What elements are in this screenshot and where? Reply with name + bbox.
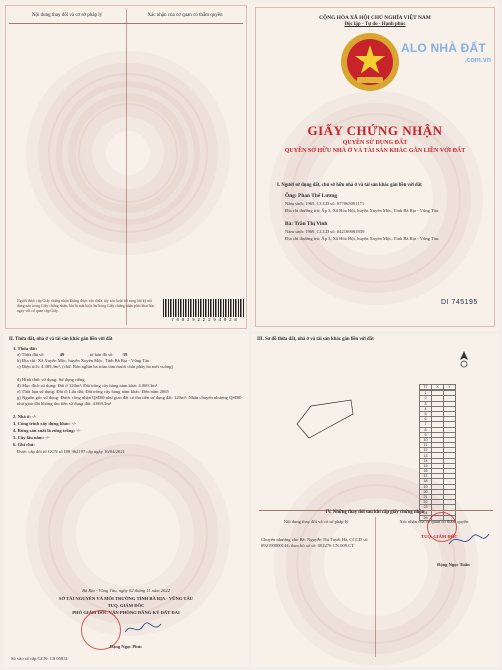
coordinate-index: 5	[420, 411, 432, 416]
coordinate-index: 19	[420, 484, 432, 489]
owner1-name: Ông: Phan Thế Lương	[285, 193, 338, 199]
forest-line: 4. Rừng sản xuất là rừng trồng: -/-	[13, 428, 81, 433]
watermark-domain: .com.vn	[464, 57, 491, 64]
serial-number: DI 745195	[441, 299, 478, 306]
national-title: CỘNG HÒA XÃ HỘI CHỦ NGHĨA VIỆT NAM	[319, 15, 431, 21]
transfer-record: Chuyển nhượng cho Bà: Nguyễn Thị Tuyết Hà, CCCD số: 092199000144; theo hồ sơ số: 002276 CN.009.CT	[261, 537, 369, 549]
issuing-agency: SỞ TÀI NGUYÊN VÀ MÔI TRƯỜNG TỈNH BÀ RỊA - VŨNG TÀU	[58, 596, 194, 601]
signature	[123, 620, 163, 638]
watermark-brand: ALO NHÀ ĐẤT	[401, 41, 486, 55]
column-header-right: Xác nhận của cơ quan có thẩm quyền	[399, 519, 469, 524]
usage-duration: e) Thời hạn sử dụng: Đất ở: Lâu dài; Đất trồng cây hàng năm khác: Đến năm 2065	[17, 389, 169, 394]
construction-line: 3. Công trình xây dựng khác: -/-	[13, 421, 77, 426]
parcel-number: 49	[59, 352, 65, 357]
header-y: Y	[444, 385, 456, 390]
parcel-area: c) Diện tích: 4.389,3m², (chữ: Bốn nghìn ba trăm tám mươi chín phẩy ba mét vuông)	[17, 364, 174, 369]
coordinate-index: 1	[420, 391, 432, 396]
coordinate-index: 13	[420, 453, 432, 458]
header-x: X	[432, 385, 444, 390]
column-header-left: Nội dung thay đổi và cơ sở pháp lý	[283, 519, 349, 524]
owner1-info: Năm sinh: 1965, CCCD số: 077065001171	[285, 201, 365, 206]
column-header-left: Nội dung thay đổi và cơ sở pháp lý	[31, 13, 103, 18]
coordinate-index: 15	[420, 463, 432, 468]
perennial-line: 5. Cây lâu năm: -/-	[13, 435, 50, 440]
notes-text: Được cấp đổi từ GCN số DB 362197 cấp ngày 16/04/2021	[17, 449, 125, 454]
owner2-name: Bà: Trần Thị Vinh	[285, 221, 328, 227]
legal-footer-note: Người được cấp Giấy chứng nhận không được sửa chữa, tẩy xóa hoặc bổ sung bất kỳ nội dung nào trong Giấy chứng nhận; khi bị mất hoặc hư hỏng Giấy chứng nhận phải khai báo ngay với cơ quan cấp Giấy.	[17, 299, 155, 314]
map-label: , tờ bản đồ số:	[87, 352, 114, 357]
north-arrow-icon	[458, 350, 470, 370]
section-iv-title: IV. Những thay đổi sau khi cấp giấy chứng nhận	[325, 510, 425, 515]
left-top-panel	[3, 3, 249, 331]
parcel-a-label: a) Thửa đất số:	[17, 352, 45, 357]
certificate-subtitle-2: QUYỀN SỞ HỮU NHÀ Ở VÀ TÀI SẢN KHÁC GẮN LIỀN VỚI ĐẤT	[284, 148, 466, 154]
coordinate-index: 23	[420, 505, 432, 510]
barcode-number: 7 6 0 2 9 2 2 2 9 4 0 2 8	[171, 318, 237, 323]
national-motto: Độc lập - Tự do - Hạnh phúc	[344, 22, 406, 27]
map-number: 39	[122, 352, 128, 357]
issue-date: Bà Rịa - Vũng Tàu, ngày 02 tháng 11 năm 2022	[82, 588, 170, 593]
coordinate-table	[419, 384, 456, 521]
column-divider	[375, 517, 376, 657]
owner2-info: Năm sinh: 1969, CCCD số: 042169001839	[285, 229, 365, 234]
coordinate-index: 22	[420, 500, 432, 505]
parcel-map	[291, 396, 391, 446]
transfer-signer: Đặng Ngọc Tuấn	[437, 562, 470, 567]
notes-label: 6. Ghi chú:	[13, 442, 35, 447]
coordinate-index: 25	[420, 515, 432, 520]
signer-position: PHÓ GIÁM ĐỐC VĂN PHÒNG ĐĂNG KÝ ĐẤT ĐAI	[72, 610, 180, 615]
certificate-title: GIẤY CHỨNG NHẬN	[307, 123, 443, 138]
coordinate-index: 11	[420, 443, 432, 448]
column-divider	[126, 9, 127, 325]
parcel-address: b) Địa chỉ: Xã Xuyên Mộc, huyện Xuyên Mộc, Tỉnh Bà Rịa - Vũng Tàu	[17, 358, 150, 363]
coordinate-index: 17	[420, 474, 432, 479]
owner2-address: Địa chỉ thường trú: Ấp 3, Xã Hòa Hội, huyện Xuyên Mộc, Tỉnh Bà Rịa - Vũng Tàu.	[285, 236, 440, 241]
column-header-right: Xác nhận của cơ quan có thẩm quyền	[147, 13, 223, 18]
parcel-heading: 1. Thửa đất:	[13, 346, 38, 351]
coordinate-table-header	[420, 385, 456, 390]
usage-form: d) Hình thức sử dụng: Sử dụng riêng	[17, 377, 85, 382]
stamp-label: TUQ. GIÁM ĐỐC	[421, 534, 458, 539]
section-iii-title: III. Sơ đồ thửa đất, nhà ở và tài sản khác gắn liền với đất	[257, 337, 374, 342]
watermark-logo	[401, 37, 497, 77]
right-bottom-panel	[251, 334, 499, 667]
usage-origin: g) Nguồn gốc sử dụng: Được công nhận QSDĐ như giao đất có thu tiền sử dụng đất: 120m²; Nhận chuyển nhượng QSDĐ như giao đất không thu tiền sử dụng đất: 4.069,3m²	[17, 395, 242, 407]
house-line: 2. Nhà ở: -/-	[13, 414, 37, 419]
entry-number: Số vào sổ cấp GCN: CS 05831	[11, 656, 68, 661]
coordinate-index: 12	[420, 448, 432, 453]
usage-purpose: đ) Mục đích sử dụng: Đất ở 120m²; Đất trồng cây hàng năm khác 4.069,3m²	[17, 383, 158, 388]
coordinate-index: 9	[420, 432, 432, 437]
coordinate-index: 8	[420, 427, 432, 432]
barcode	[163, 299, 245, 317]
signer-name: Đặng Ngọc Phúc	[109, 644, 143, 649]
left-bottom-panel	[3, 334, 249, 667]
coordinate-index: 24	[420, 510, 432, 515]
coordinate-index: 21	[420, 494, 432, 499]
coordinate-index: 20	[420, 489, 432, 494]
coordinate-index: 10	[420, 437, 432, 442]
right-top-panel	[251, 3, 499, 331]
coordinate-index: 14	[420, 458, 432, 463]
section-ii-title: II. Thửa đất, nhà ở và tài sản khác gắn liền với đất	[9, 337, 113, 342]
coordinate-index: 7	[420, 422, 432, 427]
coordinate-index: 2	[420, 396, 432, 401]
certificate-subtitle-1: QUYỀN SỬ DỤNG ĐẤT	[342, 140, 408, 146]
owner1-address: Địa chỉ thường trú: Ấp 3, Xã Hòa Hội, huyện Xuyên Mộc, Tỉnh Bà Rịa - Vũng Tàu.	[285, 208, 440, 213]
header-tt: TT	[420, 385, 432, 390]
coordinate-index: 16	[420, 469, 432, 474]
coordinate-index: 3	[420, 401, 432, 406]
transfer-signature	[447, 530, 491, 550]
national-emblem	[339, 31, 401, 93]
tuq-label: TUQ. GIÁM ĐỐC	[107, 603, 145, 608]
section-i-title: I. Người sử dụng đất, chủ sở hữu nhà ở và tài sản khác gắn liền với đất	[277, 183, 422, 188]
coordinate-index: 4	[420, 406, 432, 411]
coordinate-index: 6	[420, 417, 432, 422]
coordinate-index: 18	[420, 479, 432, 484]
